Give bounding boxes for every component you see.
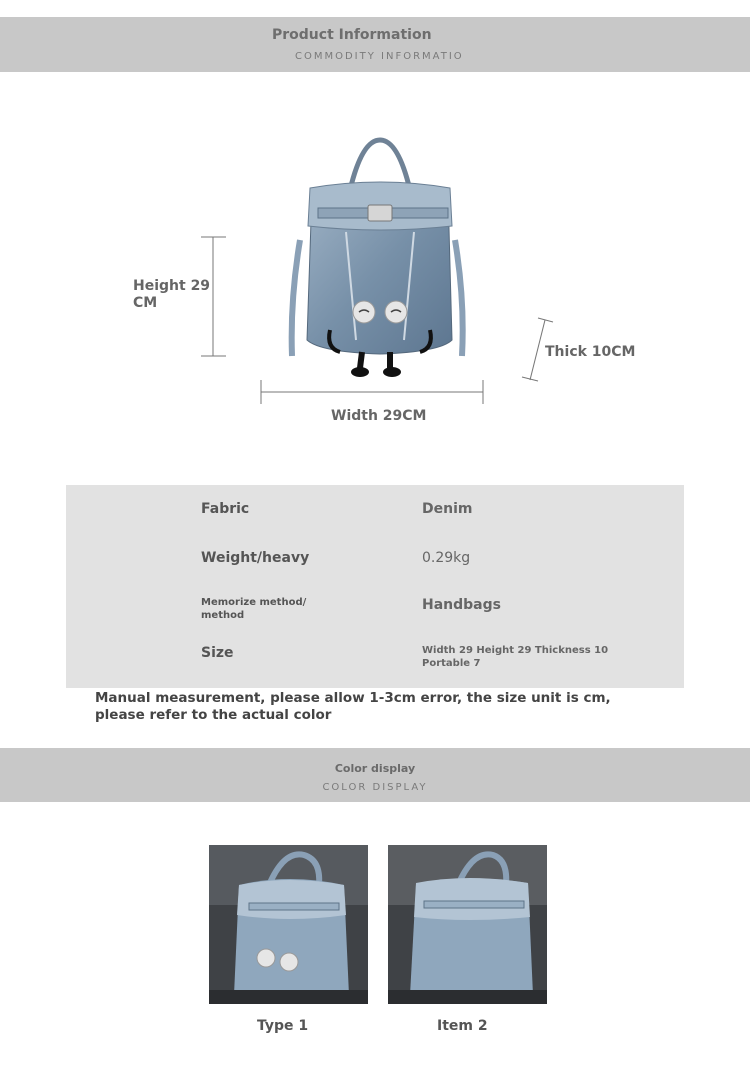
variant-label-type-1: Type 1 xyxy=(257,1018,309,1034)
spec-value: Width 29 Height 29 Thickness 10 Portable 7 xyxy=(422,645,609,669)
spec-value: 0.29kg xyxy=(422,550,471,566)
color-display-banner xyxy=(0,748,750,802)
width-label: Width 29CM xyxy=(331,408,427,424)
spec-table xyxy=(66,485,684,688)
variant-thumbnail-type-1[interactable] xyxy=(209,845,368,1004)
height-label: Height 29 CM xyxy=(133,278,211,311)
backpack-image xyxy=(292,140,463,377)
product-info-subtitle: COMMODITY INFORMATIO xyxy=(295,51,464,62)
spec-value: Handbags xyxy=(422,597,501,613)
product-info-title: Product Information xyxy=(272,27,432,43)
spec-key: Memorize method/ method xyxy=(201,597,307,621)
backpack-photo xyxy=(388,845,547,1004)
color-display-subtitle: COLOR DISPLAY xyxy=(322,782,428,793)
measurement-note: Manual measurement, please allow 1-3cm error, the size unit is cm, please refer to the actual color xyxy=(95,690,611,723)
backpack-photo xyxy=(209,845,368,1004)
spec-value: Denim xyxy=(422,501,473,517)
spec-key: Size xyxy=(201,645,234,661)
variant-thumbnail-item-2[interactable] xyxy=(388,845,547,1004)
spec-key: Weight/heavy xyxy=(201,550,310,566)
variant-label-item-2: Item 2 xyxy=(437,1018,488,1034)
thick-label: Thick 10CM xyxy=(545,344,636,360)
spec-key: Fabric xyxy=(201,501,250,517)
width-measure-line xyxy=(261,380,483,404)
color-display-title: Color display xyxy=(334,762,416,775)
